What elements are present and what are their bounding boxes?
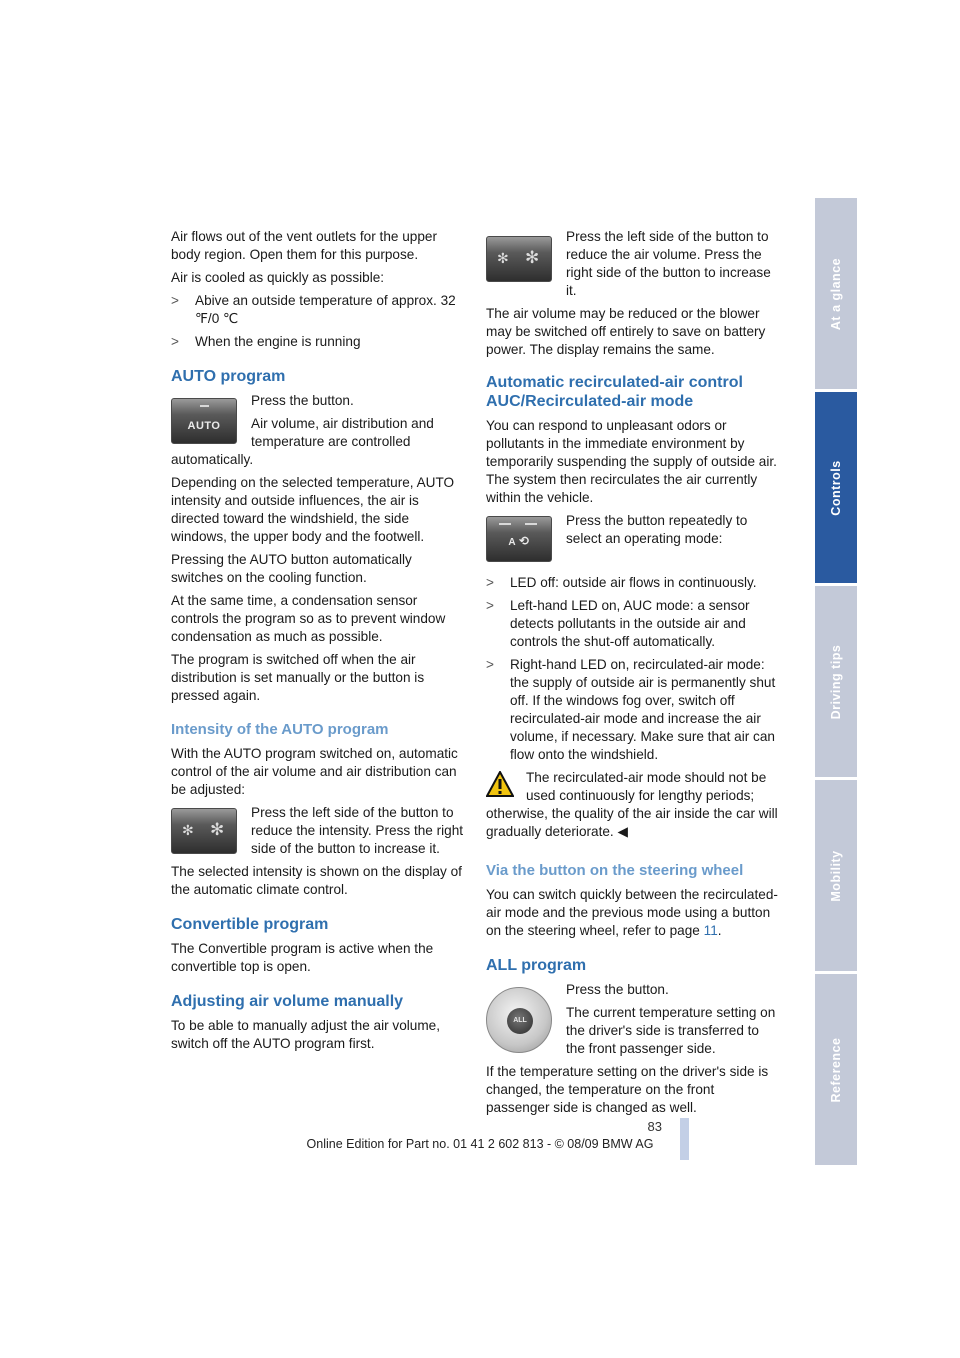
paragraph: Depending on the selected temperature, AUTO intensity and outside influences, the air is directed toward the windshield, the side windows, the upper body and the footwell. xyxy=(171,475,455,544)
list-item: > Left-hand LED on, AUC mode: a sensor detects pollutants in the outside air and controls the shut-off automatically. xyxy=(486,597,779,651)
paragraph: The Convertible program is active when the convertible top is open. xyxy=(171,941,434,974)
list-item: > LED off: outside air flows in continuously. xyxy=(486,574,779,592)
auc-mode-list xyxy=(486,574,779,764)
intro-bullet-list xyxy=(171,292,464,351)
section-heading-intensity: Intensity of the AUTO program xyxy=(171,721,389,738)
intro-paragraph: Air is cooled as quickly as possible: xyxy=(171,270,385,285)
paragraph: Press the button. xyxy=(566,982,669,997)
all-knob-label: ALL xyxy=(507,1008,533,1034)
end-marker-icon: ◀ xyxy=(617,824,628,839)
intro-paragraph: Air flows out of the vent outlets for the upper body region. Open them for this purpose. xyxy=(171,229,437,262)
paragraph: The program is switched off when the air distribution is set manually or the button is pressed again. xyxy=(171,652,425,703)
paragraph: You can respond to unpleasant odors or pollutants in the immediate environment by temporarily suspending the supply of outside air. The system then recirculates the air currently within the vehicle. xyxy=(486,418,777,505)
tab-driving-tips[interactable]: Driving tips xyxy=(815,586,857,777)
auto-button-image xyxy=(171,398,237,444)
fan-small-icon: ✻ xyxy=(182,822,194,838)
paragraph: Air volume, air distribution and temperature are controlled automatically. xyxy=(171,416,434,467)
warning-note xyxy=(486,769,779,846)
recirculation-button-image xyxy=(486,516,552,562)
page-link[interactable]: 11 xyxy=(703,923,718,938)
page-number: 83 xyxy=(647,1119,662,1134)
tab-mobility[interactable]: Mobility xyxy=(815,780,857,971)
warning-text: The recirculated-air mode should not be used continuously for lengthy periods; otherwise, the quality of the air inside the car will gradually deteriorate. ◀ xyxy=(486,770,778,839)
warning-icon xyxy=(486,771,514,797)
tab-controls[interactable]: Controls xyxy=(815,392,857,583)
list-item: > Right-hand LED on, recirculated-air mode: the supply of outside air is permanently shut off. If the windows fog over, switch off recirculated-air mode and increase the air volume, if necessary. Make sure that air can flow onto the windshield. xyxy=(486,656,779,764)
auto-button-block xyxy=(171,392,464,474)
auc-button-block xyxy=(486,512,779,566)
fan-large-icon: ✻ xyxy=(210,820,225,839)
paragraph: To be able to manually adjust the air volume, switch off the AUTO program first. xyxy=(171,1018,441,1051)
paragraph: At the same time, a condensation sensor controls the program so as to prevent window condensation as much as possible. xyxy=(171,593,446,644)
section-heading-convertible: Convertible program xyxy=(171,916,329,933)
paragraph: Pressing the AUTO button automatically switches on the cooling function. xyxy=(171,552,412,585)
list-item: > When the engine is running xyxy=(171,333,464,351)
tab-at-a-glance[interactable]: At a glance xyxy=(815,198,857,389)
tab-reference[interactable]: Reference xyxy=(815,974,857,1165)
paragraph: Press the button repeatedly to select an operating mode: xyxy=(566,513,748,546)
fan-small-icon: ✻ xyxy=(497,250,509,266)
fan-button-image xyxy=(171,808,237,854)
section-heading-all-program: ALL program xyxy=(486,957,587,974)
fan-large-icon: ✻ xyxy=(525,248,540,267)
paragraph: Press the left side of the button to reduce the air volume. Press the right side of the button to increase it. xyxy=(566,229,771,298)
all-button-block xyxy=(486,981,779,1063)
paragraph: Press the left side of the button to reduce the intensity. Press the right side of the button to increase it. xyxy=(251,805,464,856)
all-knob-image xyxy=(486,987,552,1053)
footer-edition-text: Online Edition for Part no. 01 41 2 602 813 - © 08/09 BMW AG xyxy=(306,1137,654,1151)
car-recirculation-icon: ⟲ xyxy=(519,534,530,548)
section-heading-manual-air-volume: Adjusting air volume manually xyxy=(171,993,404,1010)
fan-button-image xyxy=(486,236,552,282)
auto-button-label: AUTO xyxy=(187,420,221,432)
section-heading-steering-wheel: Via the button on the steering wheel xyxy=(486,862,744,879)
list-item: > Abive an outside temperature of approx. 32 ℉/0 ℃ xyxy=(171,292,464,328)
paragraph: The current temperature setting on the driver's side is transferred to the front passenger side. xyxy=(566,1005,776,1056)
section-heading-auto-program: AUTO program xyxy=(171,368,286,385)
intensity-button-block xyxy=(171,804,464,863)
auc-label: A xyxy=(508,537,516,548)
paragraph: You can switch quickly between the recirculated-air mode and the previous mode using a button on the steering wheel, refer to page 11. xyxy=(486,887,778,938)
left-column xyxy=(171,228,464,1058)
paragraph: The selected intensity is shown on the display of the automatic climate control. xyxy=(171,864,462,897)
right-column xyxy=(486,228,779,1122)
air-volume-button-block xyxy=(486,228,779,305)
chapter-sidebar xyxy=(815,198,857,1168)
paragraph: With the AUTO program switched on, automatic control of the air volume and air distribution can be adjusted: xyxy=(171,746,458,797)
paragraph: Press the button. xyxy=(251,393,354,408)
paragraph: The air volume may be reduced or the blower may be switched off entirely to save on battery power. The display remains the same. xyxy=(486,306,766,357)
paragraph: If the temperature setting on the driver's side is changed, the temperature on the front passenger side is changed as well. xyxy=(486,1064,769,1115)
section-heading-auc: Automatic recirculated-air control AUC/Recirculated-air mode xyxy=(486,374,743,410)
